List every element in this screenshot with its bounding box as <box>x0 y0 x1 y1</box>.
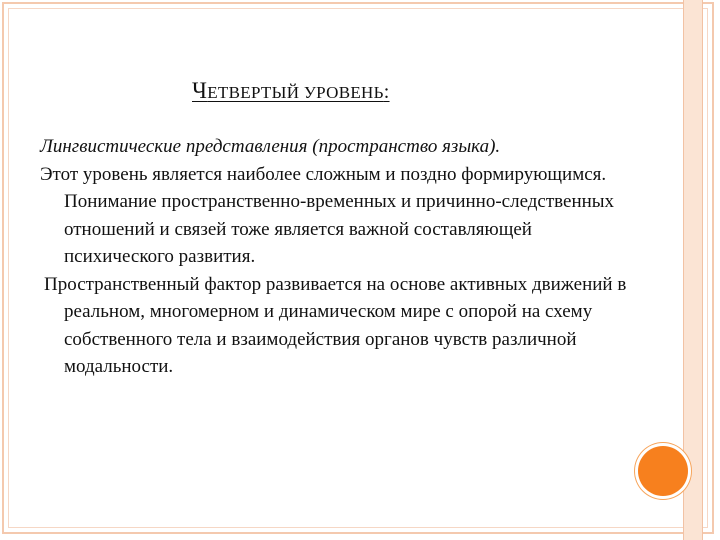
paragraph-spatial-factor: Пространственный фактор развивается на основе активных движений в реальном, многомерном и динамическом мире с опорой на схему собственного тела и взаимодействия органов чувств различной модальности. <box>44 273 627 377</box>
slide-title <box>192 78 390 104</box>
paragraph-level-description: Этот уровень является наиболее сложным и поздно формирующимся. Понимание пространственно-временных и причинно-следственных отношений и связей тоже является важной составляющей психического развития. <box>40 163 615 267</box>
title-first-letter: Ч <box>192 78 208 103</box>
title-rest: ЕТВЕРТЫЙ УРОВЕНЬ <box>207 83 384 102</box>
paragraph-linguistic: Лингвистические представления (пространство языка). <box>40 136 501 157</box>
title-colon: : <box>383 81 390 103</box>
decorative-side-band <box>683 0 703 540</box>
slide-body <box>40 133 640 381</box>
accent-circle-icon <box>638 446 688 496</box>
